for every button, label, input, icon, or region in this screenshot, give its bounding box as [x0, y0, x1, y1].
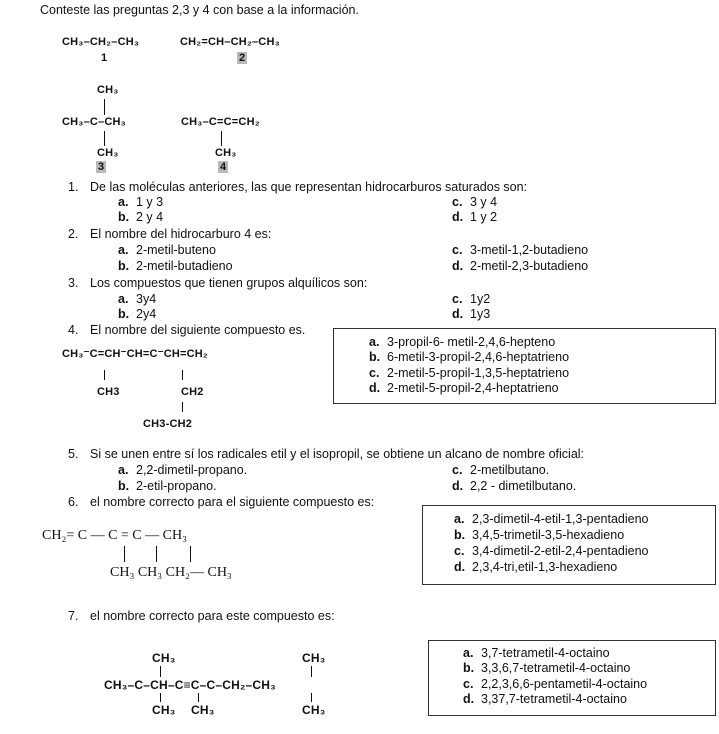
q5-option-d[interactable]: d. 2,2 - dimetilbutano.: [452, 479, 577, 493]
q7-structure-bot1: CH₃: [152, 703, 176, 717]
question-2-text: El nombre del hidrocarburo 4 es:: [90, 227, 272, 241]
q6-structure-main: CH₂= C — C = C — CH₃: [42, 528, 187, 543]
q6-option-c[interactable]: c. 3,4-dimetil-2-etil-2,4-pentadieno: [454, 544, 649, 558]
q7-structure-main: CH₃–C–CH–C≡C–C–CH₂–CH₃: [104, 678, 276, 692]
q4-bond-1: [104, 370, 105, 380]
molecule-3-bottom: CH₃: [97, 147, 119, 159]
q7-option-b[interactable]: b. 3,3,6,7-tetrametil-4-octaino: [463, 661, 631, 675]
q7-bond-bot3: [311, 693, 312, 702]
question-7-text: el nombre correcto para este compuesto es:: [90, 609, 335, 623]
q3-option-c[interactable]: c. 1y2: [452, 292, 491, 306]
question-4-number: 4.: [68, 323, 79, 337]
q4-option-d[interactable]: d. 2-metil-5-propil-2,4-heptatrieno: [369, 381, 559, 395]
molecule-1-label: 1: [101, 52, 108, 64]
question-3-number: 3.: [68, 276, 79, 290]
q6-bond-1: [124, 546, 125, 562]
q7-structure-bot3: CH₃: [302, 703, 326, 717]
q5-option-a[interactable]: a. 2,2-dimetil-propano.: [118, 463, 248, 477]
q7-option-d[interactable]: d. 3,37,7-tetrametil-4-octaino: [463, 692, 627, 706]
molecule-3-bond-top: [104, 99, 105, 115]
molecule-4-main: CH₃–C=C=CH₂: [181, 116, 260, 128]
q6-structure-subs: CH₃ CH₃ CH₂— CH₃: [110, 565, 232, 580]
q4-option-a[interactable]: a. 3-propil-6- metil-2,4,6-hepteno: [369, 335, 556, 349]
q7-options-box: [428, 640, 716, 716]
q7-option-a[interactable]: a. 3,7-tetrametil-4-octaino: [463, 646, 610, 660]
question-1-text: De las moléculas anteriores, las que representan hidrocarburos saturados son:: [90, 180, 528, 194]
q2-option-a[interactable]: a. 2-metil-buteno: [118, 243, 216, 257]
q7-bond-top1: [160, 666, 161, 677]
molecule-4-bond-bottom: [221, 131, 222, 146]
q2-option-b[interactable]: b. 2-metil-butadieno: [118, 259, 233, 273]
question-4-text: El nombre del siguiente compuesto es.: [90, 323, 306, 337]
q6-bond-3: [190, 546, 191, 562]
molecule-4-label: 4: [220, 161, 227, 173]
q1-option-b[interactable]: b. 2 y 4: [118, 210, 164, 224]
q4-structure-sub2: CH2: [181, 386, 204, 398]
question-5-text: Si se unen entre sí los radicales etil y el isopropil, se obtiene un alcano de nombre oficial:: [90, 447, 585, 461]
q6-option-d[interactable]: d. 2,3,4-tri,etil-1,3-hexadieno: [454, 560, 618, 574]
q5-option-c[interactable]: c. 2-metilbutano.: [452, 463, 550, 477]
question-1-number: 1.: [68, 180, 79, 194]
q7-option-c[interactable]: c. 2,2,3,6,6-pentametil-4-octaino: [463, 677, 648, 691]
question-3-text: Los compuestos que tienen grupos alquílicos son:: [90, 276, 368, 290]
q4-options-box: [333, 328, 716, 404]
molecule-2-label: 2: [239, 52, 246, 64]
molecule-3-top: CH₃: [97, 84, 119, 96]
q2-option-d[interactable]: d. 2-metil-2,3-butadieno: [452, 259, 589, 273]
q4-bond-2: [182, 370, 183, 380]
q4-option-c[interactable]: c. 2-metil-5-propil-1,3,5-heptatrieno: [369, 366, 570, 380]
q7-bond-top2: [311, 666, 312, 677]
q3-option-d[interactable]: d. 1y3: [452, 307, 491, 321]
q1-option-d[interactable]: d. 1 y 2: [452, 210, 498, 224]
q5-option-b[interactable]: b. 2-etil-propano.: [118, 479, 217, 493]
q3-option-b[interactable]: b. 2y4: [118, 307, 157, 321]
q4-structure-main: CH₃⁻C=CH⁻CH=C⁻CH=CH₂: [62, 348, 208, 360]
q6-option-b[interactable]: b. 3,4,5-trimetil-3,5-hexadieno: [454, 528, 625, 542]
q6-options-box: [422, 505, 716, 585]
q1-option-a[interactable]: a. 1 y 3: [118, 195, 164, 209]
q1-option-c[interactable]: c. 3 y 4: [452, 195, 498, 209]
q7-structure-bot2: CH₃: [191, 703, 215, 717]
molecule-3-main: CH₃–C–CH₃: [62, 116, 126, 128]
molecule-2-formula: CH₂=CH–CH₂–CH₃: [180, 36, 280, 48]
question-6-number: 6.: [68, 495, 79, 509]
molecule-3-bond-bottom: [104, 131, 105, 146]
q6-bond-2: [156, 546, 157, 562]
molecule-1-formula: CH₃–CH₂–CH₃: [62, 36, 140, 48]
q6-option-a[interactable]: a. 2,3-dimetil-4-etil-1,3-pentadieno: [454, 512, 649, 526]
question-7-number: 7.: [68, 609, 79, 623]
intro-text: Conteste las preguntas 2,3 y 4 con base a la información.: [40, 3, 359, 17]
molecule-3-label: 3: [98, 161, 105, 173]
q4-structure-sub3: CH3-CH2: [143, 418, 193, 430]
q3-option-a[interactable]: a. 3y4: [118, 292, 157, 306]
question-5-number: 5.: [68, 447, 79, 461]
question-6-text: el nombre correcto para el siguiente compuesto es:: [90, 495, 375, 509]
question-2-number: 2.: [68, 227, 79, 241]
q7-structure-top1: CH₃: [152, 651, 176, 665]
q7-bond-bot1: [160, 693, 161, 702]
q7-structure-top2: CH₃: [302, 651, 326, 665]
q4-bond-3: [182, 402, 183, 412]
q4-option-b[interactable]: b. 6-metil-3-propil-2,4,6-heptatrieno: [369, 350, 570, 364]
molecule-4-bottom: CH₃: [215, 147, 237, 159]
q2-option-c[interactable]: c. 3-metil-1,2-butadieno: [452, 243, 589, 257]
q4-structure-sub1: CH3: [97, 386, 120, 398]
q7-bond-bot2: [198, 693, 199, 702]
